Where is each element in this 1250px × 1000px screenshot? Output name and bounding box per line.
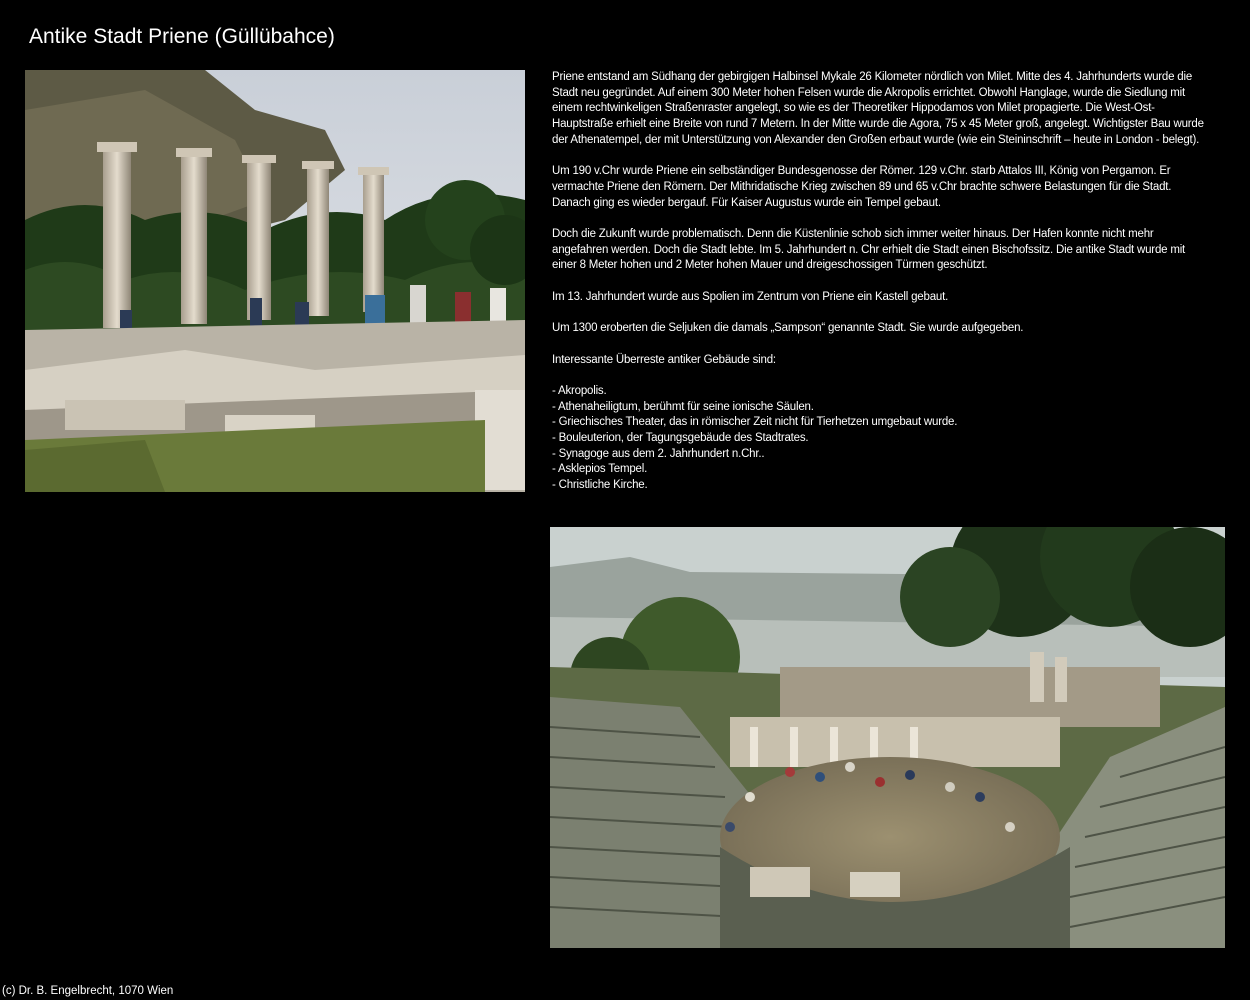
remains-list [552, 384, 1212, 494]
paragraph-castle: Im 13. Jahrhundert wurde aus Spolien im Zentrum von Priene ein Kastell gebaut. [552, 290, 949, 303]
paragraph-history: Priene entstand am Südhang der gebirgigen Halbinsel Mykale 26 Kilometer nördlich von Milet. Mitte des 4. Jahrhunderts wurde die Stadt neu gegründet. Auf einem 300 Meter hohen Felsen wurde die Akropolis errichtet. Obwohl Hanglage, wurde die Siedlung mit einem rechtwinkeligen Straßenraster angelegt, so wie es der Theoretiker Hippodamos von Milet propagierte. Die West-Ost-Hauptstraße erhielt eine Breite von rund 7 Metern. In der Mitte wurde die Agora, 75 x 45 Meter groß, angelegt. Wichtigster Bau wurde der Athenatempel, der mit Unterstützung von Alexander den Großen erbaut wurde (wie ein Steininschrift – heute in London - belegt). [552, 71, 1204, 146]
temple-columns-photo[interactable] [25, 70, 525, 492]
paragraph-seljuks: Um 1300 eroberten die Seljuken die damals „Sampson“ genannte Stadt. Sie wurde aufgegeben. [552, 322, 1024, 335]
temple-columns-image [25, 70, 525, 492]
theater-ruins-photo[interactable] [550, 527, 1225, 948]
list-item: - Akropolis. [552, 384, 607, 397]
description-text [552, 70, 1212, 494]
list-item: - Synagoge aus dem 2. Jahrhundert n.Chr.. [552, 447, 765, 460]
paragraph-roman: Um 190 v.Chr wurde Priene ein selbständiger Bundesgenosse der Römer. 129 v.Chr. starb Attalos III, König von Pergamon. Er vermachte Priene den Römern. Der Mithridatische Krieg zwischen 89 und 65 v.Chr brachte schwere Belastungen für die Stadt. Danach ging es wieder bergauf. Für Kaiser Augustus wurde ein Tempel gebaut. [552, 165, 1172, 209]
paragraph-decline: Doch die Zukunft wurde problematisch. Denn die Küstenlinie schob sich immer weiter hinaus. Der Hafen konnte nicht mehr angefahren werden. Doch die Stadt lebte. Im 5. Jahrhundert n. Chr erhielt die Stadt einen Bischofssitz. Die antike Stadt wurde mit einer 8 Meter hohen und 2 Meter hohen Mauer und dreigeschossigen Türmen geschützt. [552, 228, 1186, 272]
list-item: - Griechisches Theater, das in römischer Zeit nicht für Tierhetzen umgebaut wurde. [552, 416, 958, 429]
theater-ruins-image [550, 527, 1225, 948]
paragraph-remains-intro: Interessante Überreste antiker Gebäude sind: [552, 353, 776, 366]
list-item: - Christliche Kirche. [552, 479, 648, 492]
list-item: - Athenaheiligtum, berühmt für seine ionische Säulen. [552, 400, 814, 413]
page-title: Antike Stadt Priene (Güllübahce) [29, 25, 335, 48]
copyright-footer: (c) Dr. B. Engelbrecht, 1070 Wien [2, 985, 174, 997]
list-item: - Asklepios Tempel. [552, 463, 648, 476]
list-item: - Bouleuterion, der Tagungsgebäude des Stadtrates. [552, 432, 809, 445]
